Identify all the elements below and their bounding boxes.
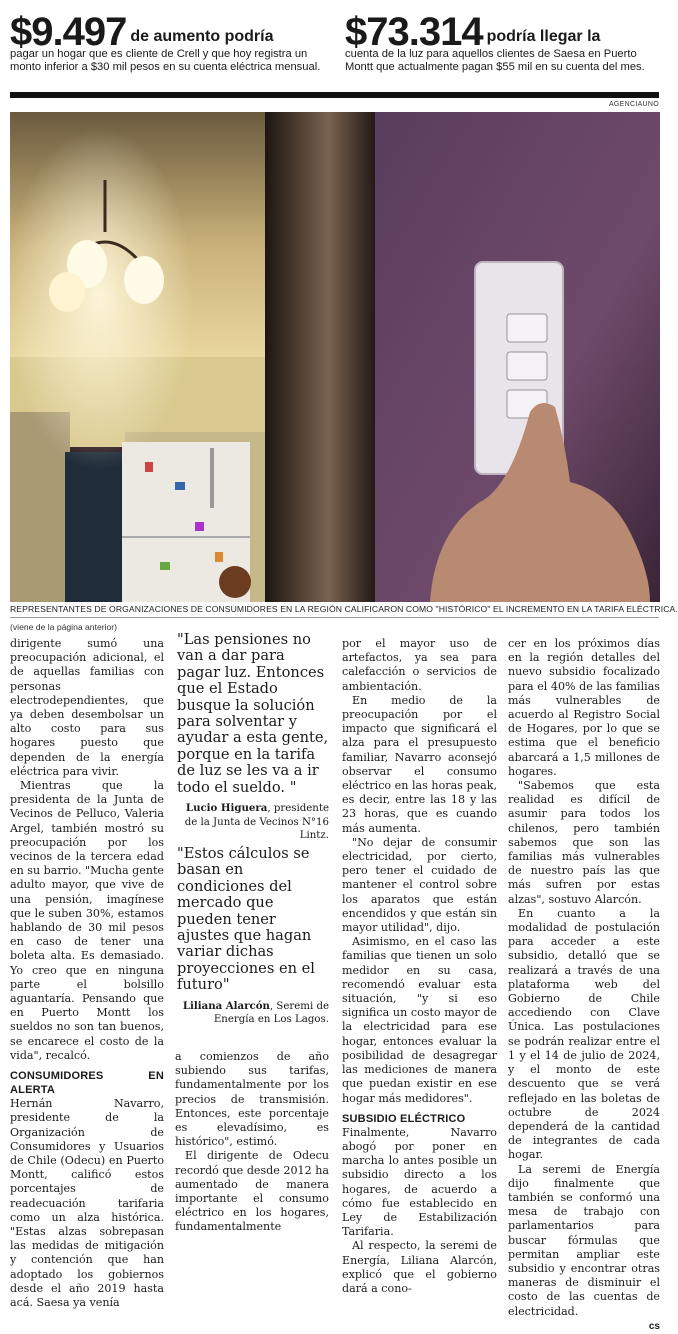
pull-quote-alarcon: [177, 846, 329, 1027]
end-of-article-mark: cs: [648, 1320, 660, 1332]
paragraph: a comienzos de año subiendo sus tarifas, fundamentalmente por los precios de transmisión. Entonces, este porcentaje es elevadísimo, es histórico", estimó.: [175, 1050, 329, 1149]
paragraph: "No dejar de consumir electricidad, por cierto, pero tener el cuidado de mantener el control sobre los aparatos que están encendidos y que están sin mayor utilidad", dijo.: [342, 835, 497, 935]
section-divider: [10, 92, 659, 98]
section-heading-subsidy: SUBSIDIO ELÉCTRICO: [342, 1112, 466, 1125]
quote-text: "Las pensiones no van a dar para pagar luz. Entonces que el Estado busque la solución para solventar y ayudar a esta gente, porque en la tarifa de luz se les va a ir todo el sueldo. ": [177, 631, 329, 796]
paragraph: "Sabemos que esta realidad es difícil de asumir para todos los chilenos, pero también sabemos que son las familias más vulnerables de nuestro país las que más sufren por estas alzas", sostuvo Alarcón.: [508, 779, 660, 906]
article-column-3: [342, 637, 497, 1296]
continued-note: (viene de la página anterior): [10, 622, 118, 632]
paragraph: Asimismo, en el caso las familias que tienen un solo medidor en su casa, recomendó evaluar esta situación, "y si eso significa un costo mayor de la electricidad para ese hogar, entonces evaluar la posibilidad de desagregar las mediciones de manera que puedan existir en ese hogar más medidores".: [342, 935, 497, 1105]
paragraph: Hernán Navarro, presidente de la Organización de Consumidores y Usuarios de Chile (Odecu) en Puerto Montt, calificó estos porcentajes de readecuación tarifaria como un alza histórica. "Estas alzas sobrepasan las medidas de mitigación y contención que han adoptado los gobiernos desde el año 2019 hasta acá. Saesa ya venía: [10, 1097, 164, 1309]
quote-author: Liliana Alarcón: [182, 999, 270, 1012]
quote-author: Lucio Higuera: [185, 802, 268, 815]
stat-description: pagar un hogar que es cliente de Crell y que hoy registra un monto inferior a $30 mil pesos en su cuenta eléctrica mensual.: [10, 48, 321, 73]
paragraph: por el mayor uso de artefactos, ya sea para calefacción o servicios de ambientación.: [342, 637, 497, 693]
stat-description: cuenta de la luz para aquellos clientes de Saesa en Puerto Montt que actualmente pagan $55 mil en su cuenta del mes.: [345, 48, 645, 73]
article-photo: [10, 112, 660, 602]
stat-amount: $9.497: [10, 10, 127, 54]
caption-divider: [10, 617, 659, 618]
paragraph: En medio de la preocupación por el impacto que significará el alza para el presupuesto familiar, Navarro aconsejó observar el consumo eléctrico en las horas peak, es decir, entre las 18 y las 23 horas, que es cuando más aumenta.: [342, 693, 497, 835]
stat-box-crell: [10, 10, 328, 74]
pull-quote-higuera: [177, 632, 329, 843]
quote-text: "Estos cálculos se basan en condiciones del mercado que pueden tener ajustes que hagan variar dichas proyecciones en el futuro": [177, 845, 315, 994]
article-column-1: [10, 637, 164, 1310]
paragraph: Mientras que la presidenta de la Junta de Vecinos de Pelluco, Valeria Argel, también mostró su preocupación por los vecinos de la tercera edad en su barrio. "Mucha gente adulto mayor, que vive de una pensión, imagínese que le suben 30%, estamos hablando de 30 mil pesos en caso de tener una boleta alta. Es demasiado. Yo creo que en ninguna parte el bolsillo aguantaría. Pensando que en Puerto Montt los sueldos no son tan buenos, se encarece el costo de la vida", recalcó.: [10, 779, 164, 1062]
stat-lead: podría llegar la: [486, 28, 601, 45]
paragraph: Finalmente, Navarro abogó por poner en marcha lo antes posible un subsidio directo a los hogares, de acuerdo a cómo fue establecido en Ley de Estabilización Tarifaria.: [342, 1125, 497, 1239]
quote-role: , Seremi de Energía en Los Lagos.: [213, 1000, 329, 1026]
paragraph: La seremi de Energía dijo finalmente que también se conformó una mesa de trabajo con parlamentarios para buscar fórmulas que permitan ampliar este subsidio y encontrar otras maneras de disminuir el costo de las cuentas de electricidad.: [508, 1162, 660, 1318]
photo-credit: AGENCIAUNO: [608, 101, 659, 108]
paragraph: dirigente sumó una preocupación adicional, el de aquellas familias con personas electrodependientes, que ya deben desembolsar un alto costo para sus hogares puesto que dependen de la energía eléctrica para vivir.: [10, 637, 164, 778]
stat-amount: $73.314: [345, 10, 483, 54]
stat-box-saesa: [345, 10, 663, 74]
paragraph: En cuanto a la modalidad de postulación para acceder a este subsidio, detalló que se realizará a través de una plataforma web del Gobierno de Chile accediendo con Clave Única. Las postulaciones se podrán realizar entre el 1 y el 14 de julio de 2024, y el monto de este descuento que se verá reflejado en las boletas de octubre de 2024 dependerá de la cantidad de integrantes de cada hogar.: [508, 906, 660, 1162]
quote-role: , presidente de la Junta de Vecinos N°16 Lintz.: [184, 803, 329, 842]
paragraph: cer en los próximos días en la región detalles del nuevo subsidio focalizado para el 40% de las familias más vulnerables de acuerdo al Registro Social de Hogares, por lo que se estima que el beneficio abarcará a 1,5 millones de hogares.: [508, 637, 660, 778]
stat-lead: de aumento podría: [130, 28, 274, 45]
quote-attribution: [177, 802, 329, 843]
paragraph: Al respecto, la seremi de Energía, Liliana Alarcón, explicó que el gobierno dará a cono-: [342, 1239, 497, 1295]
photo-illustration: [10, 112, 660, 602]
article-column-4: [508, 637, 660, 1334]
quote-attribution: [177, 1000, 329, 1027]
photo-caption: REPRESENTANTES DE ORGANIZACIONES DE CONSUMIDORES EN LA REGIÓN CALIFICARON COMO "HISTÓRICO" EL INCREMENTO EN LA TARIFA ELÉCTRICA.: [10, 604, 678, 614]
paragraph: El dirigente de Odecu recordó que desde 2012 ha aumentado de manera importante el consumo eléctrico en los hogares, fundamentalmente: [175, 1149, 329, 1234]
article-column-2: [175, 1050, 329, 1235]
section-heading-consumers: CONSUMIDORES EN ALERTA: [10, 1070, 164, 1097]
